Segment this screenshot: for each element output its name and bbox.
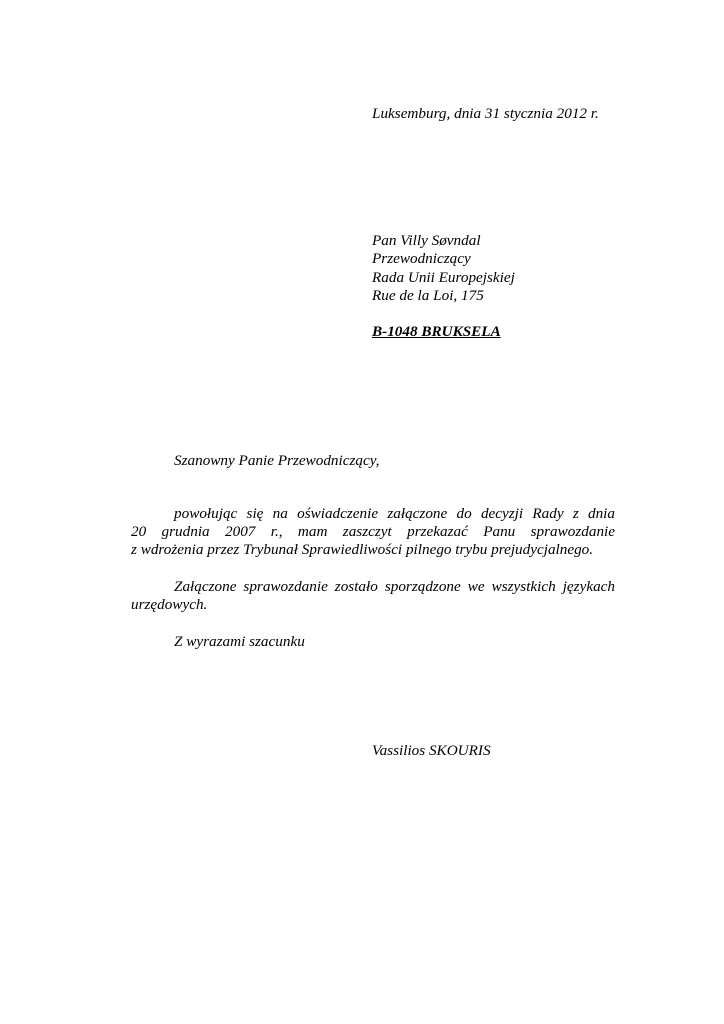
date-line: Luksemburg, dnia 31 stycznia 2012 r. bbox=[372, 105, 599, 122]
recipient-street: Rue de la Loi, 175 bbox=[372, 287, 484, 304]
signature: Vassilios SKOURIS bbox=[372, 742, 491, 759]
paragraph-1-line-2: 20 grudnia 2007 r., mam zaszczyt przekazać Panu sprawozdanie bbox=[131, 523, 615, 540]
closing: Z wyrazami szacunku bbox=[174, 633, 305, 650]
paragraph-1-line-3: z wdrożenia przez Trybunał Sprawiedliwości pilnego trybu prejudycjalnego. bbox=[131, 541, 594, 558]
recipient-city: B-1048 BRUKSELA bbox=[372, 323, 501, 340]
recipient-name: Pan Villy Søvndal bbox=[372, 232, 481, 249]
paragraph-1-line-1: powołując się na oświadczenie załączone do decyzji Rady z dnia bbox=[174, 505, 615, 522]
recipient-title: Przewodniczący bbox=[372, 250, 471, 267]
paragraph-2-line-1: Załączone sprawozdanie zostało sporządzone we wszystkich językach bbox=[174, 578, 615, 595]
recipient-organization: Rada Unii Europejskiej bbox=[372, 269, 515, 286]
paragraph-2-line-2: urzędowych. bbox=[131, 596, 208, 613]
salutation: Szanowny Panie Przewodniczący, bbox=[174, 452, 380, 469]
